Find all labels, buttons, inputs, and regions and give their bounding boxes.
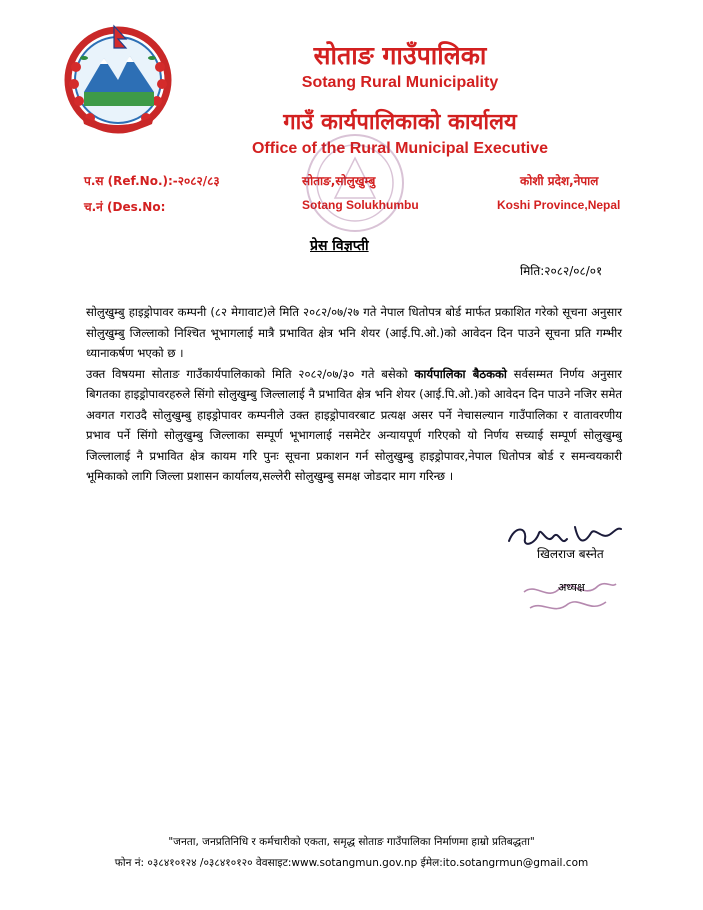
dispatch-number: च.नं (Des.No: — [84, 200, 166, 214]
body-text — [86, 302, 622, 487]
municipality-title-english: Sotang Rural Municipality — [301, 74, 499, 91]
ref-number: प.स (Ref.No.):-२०८२/८३ — [84, 174, 220, 188]
signatory-name: खिलराज बस्नेत — [537, 547, 604, 561]
press-release-heading: प्रेस विज्ञप्ती — [310, 238, 369, 254]
province-english: Koshi Province,Nepal — [497, 198, 621, 212]
municipality-title-nepali: सोताङ गाउँपालिका — [313, 41, 487, 70]
place-english: Sotang Solukhumbu — [302, 198, 419, 212]
signatory-title: अध्यक्ष — [558, 581, 585, 594]
paragraph-2-part-2: सर्वसम्मत निर्णय अनुसार बिगतका हाइड्रोपावरहरुले सिंगो सोलुखुम्बु जिल्लालाई नै प्रभावित क्षेत्र भनि शेयर (आई.पि.ओ.)को आवेदन दिन पाउने नजिर समेत अवगत गराउदै सोलुखुम्बु हाइड्रोपावर कम्पनीले उक्त हाइड्रोपावरबाट प्रत्यक्ष असर पर्ने नेचासल्यान गाउँपालिका र वातावरणीय प्रभाव पर्ने सिंगो सोलुखुम्बु जिल्लाका सम्पूर्ण भूभागलाई नसमेटेर अन्यायपूर्ण गरिएको यो निर्णय सच्याई सम्पूर्ण सोलुखुम्बु जिल्लालाई नै प्रभावित क्षेत्र कायम गरि पुनः सूचना प्रकाशन गर्न सोलुखुम्बु हाइड्रोपावर,नेपाल धितोपत्र बोर्ड र समन्वयकारी भूमिकाको लागि जिल्ला प्रशासन कार्यालय,सल्लेरी सोलुखुम्बु समक्ष जोडदार माग गरिन्छ । — [86, 366, 622, 483]
province-nepali: कोशी प्रदेश,नेपाल — [520, 174, 599, 188]
footer-motto: "जनता, जनप्रतिनिधि र कर्मचारीको एकता, समृद्ध सोताङ गाउँपालिका निर्माणमा हाम्रो प्रतिबद्धता" — [168, 836, 535, 848]
place-nepali: सोताङ,सोलुखुम्बु — [302, 174, 376, 188]
office-title-english: Office of the Rural Municipal Executive — [251, 140, 549, 157]
paragraph-2-bold: कार्यपालिका बैठकको — [414, 366, 507, 381]
paragraph-2-part-1: उक्त विषयमा सोताङ गाउँकार्यपालिकाको मिति २०८२/०७/३० गते बसेको — [86, 366, 415, 381]
paragraph-1: सोलुखुम्बु हाइड्रोपावर कम्पनी (८२ मेगावाट)ले मिति २०८२/०७/२७ गते नेपाल धितोपत्र बोर्ड मार्फत प्रकाशित गरेको सूचना अनुसार सोलुखुम्बु जिल्लाको निश्चित भूभागलाई मात्रै प्रभावित क्षेत्र भनि शेयर (आई.पि.ओ.)को आवेदन दिन पाउने सूचना प्रति गम्भीर ध्यानाकर्षण भएको छ । — [86, 305, 622, 360]
emblem-logo — [62, 22, 174, 134]
footer-contact: फोन नं: ०३८४१०१२४ /०३८४१०१२० वेवसाइट:www.sotangmun.gov.np ईमेल:ito.sotangrmun@gmail.com — [114, 857, 589, 869]
seal-stamp — [300, 128, 410, 238]
office-title-nepali: गाउँ कार्यपालिकाको कार्यालय — [283, 110, 517, 135]
paragraph-2 — [86, 364, 622, 487]
document-date: मिति:२०८२/०८/०१ — [520, 264, 603, 278]
